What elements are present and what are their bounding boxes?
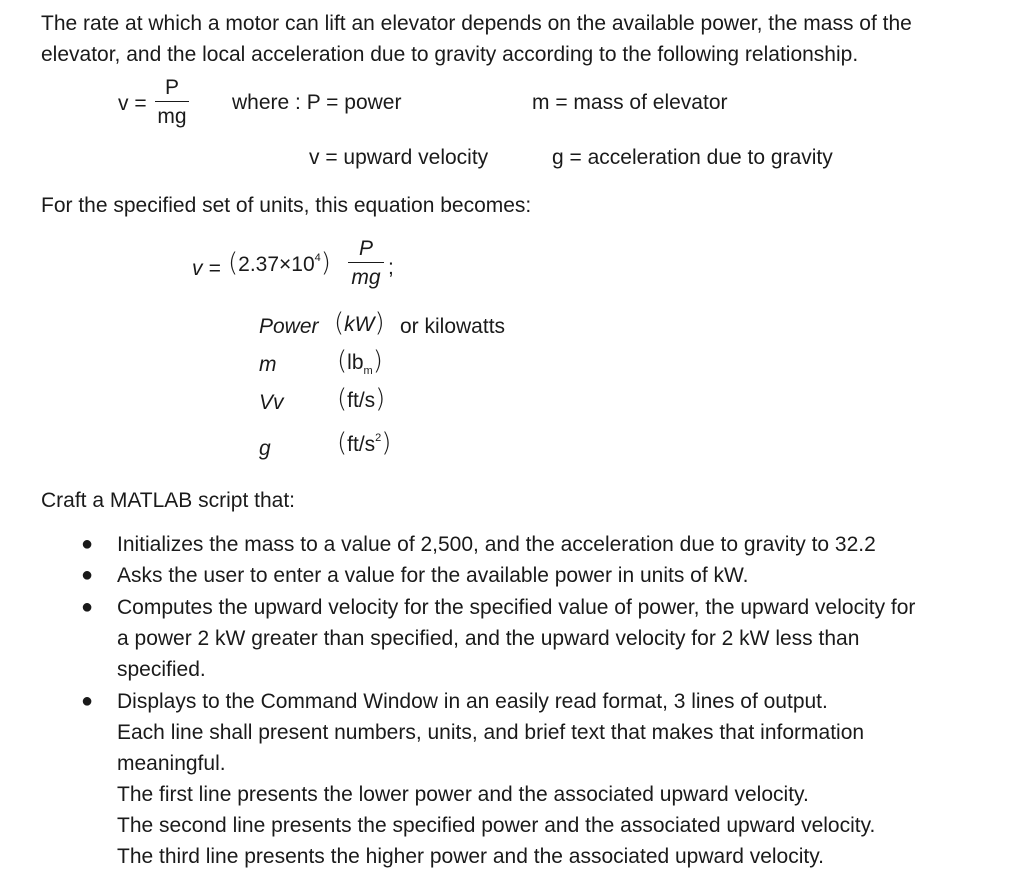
- list-item: ● Computes the upward velocity for the specified value of power, the upward velocity for a power 2 kW greater than specified, and the upward velocity for 2 kW less than specified.: [0, 592, 1020, 685]
- unit-symbol-vv: Vv: [259, 391, 284, 414]
- definition-v: v = upward velocity: [309, 146, 489, 169]
- close-paren: ): [320, 248, 331, 278]
- formula-2-lhs: v =: [192, 257, 221, 280]
- coefficient-exponent: 4: [314, 252, 321, 264]
- formula-1-fraction: [155, 77, 189, 127]
- task-intro: Craft a MATLAB script that:: [41, 489, 296, 512]
- coefficient-base: 2.37×10: [238, 253, 315, 276]
- unit-value-vv: (ft/s): [337, 384, 386, 414]
- definition-g: g = acceleration due to gravity: [552, 146, 833, 169]
- formula-1-numerator: P: [164, 76, 179, 99]
- unit-symbol-g: g: [259, 437, 271, 460]
- bullet-icon: ●: [81, 596, 94, 618]
- unit-note-power: or kilowatts: [400, 315, 506, 338]
- definition-m: m = mass of elevator: [532, 91, 728, 114]
- formula-2-end: ;: [388, 256, 394, 279]
- bullet-icon: ●: [81, 564, 94, 586]
- formula-2-denominator: mg: [351, 266, 381, 290]
- list-item: ● Displays to the Command Window in an easily read format, 3 lines of output. Each line shall present numbers, units, and brief text that makes that information meaningful. The first line presents the lower power and the associated upward velocity. The second line presents the specified power and the associated upward velocity. The third line presents the higher power and the associated upward velocity.: [0, 686, 1020, 872]
- units-intro: For the specified set of units, this equation becomes:: [41, 194, 532, 217]
- unit-value-g: $(ft/s^2)$: [337, 428, 392, 458]
- formula-1-lhs: v =: [118, 92, 147, 115]
- open-paren: (: [228, 248, 239, 278]
- formula-1-denominator: mg: [157, 105, 187, 129]
- fraction-bar: [348, 262, 384, 263]
- intro-line-2: elevator, and the local acceleration due to gravity according to the following relationship.: [41, 43, 859, 66]
- unit-symbol-power: Power: [259, 315, 319, 338]
- unit-value-m: $(lb_m)$: [337, 346, 383, 377]
- fraction-bar: [155, 101, 189, 102]
- where-label: where : P = power: [232, 91, 402, 114]
- formula-2-fraction: [348, 238, 384, 288]
- intro-line-1: The rate at which a motor can lift an elevator depends on the available power, the mass of the: [41, 12, 912, 35]
- unit-symbol-m: m: [259, 353, 277, 376]
- bullet-icon: ●: [81, 690, 94, 712]
- formula-2-coefficient: [228, 250, 331, 276]
- list-item: ● Asks the user to enter a value for the available power in units of kW.: [0, 560, 1020, 591]
- requirements-list: [0, 529, 1020, 872]
- unit-value-power: (kW): [334, 308, 385, 338]
- bullet-icon: ●: [81, 533, 94, 555]
- intro-paragraph: [41, 8, 912, 70]
- formula-2-numerator: P: [358, 237, 373, 260]
- list-item: ● Initializes the mass to a value of 2,500, and the acceleration due to gravity to 32.2: [0, 529, 1020, 560]
